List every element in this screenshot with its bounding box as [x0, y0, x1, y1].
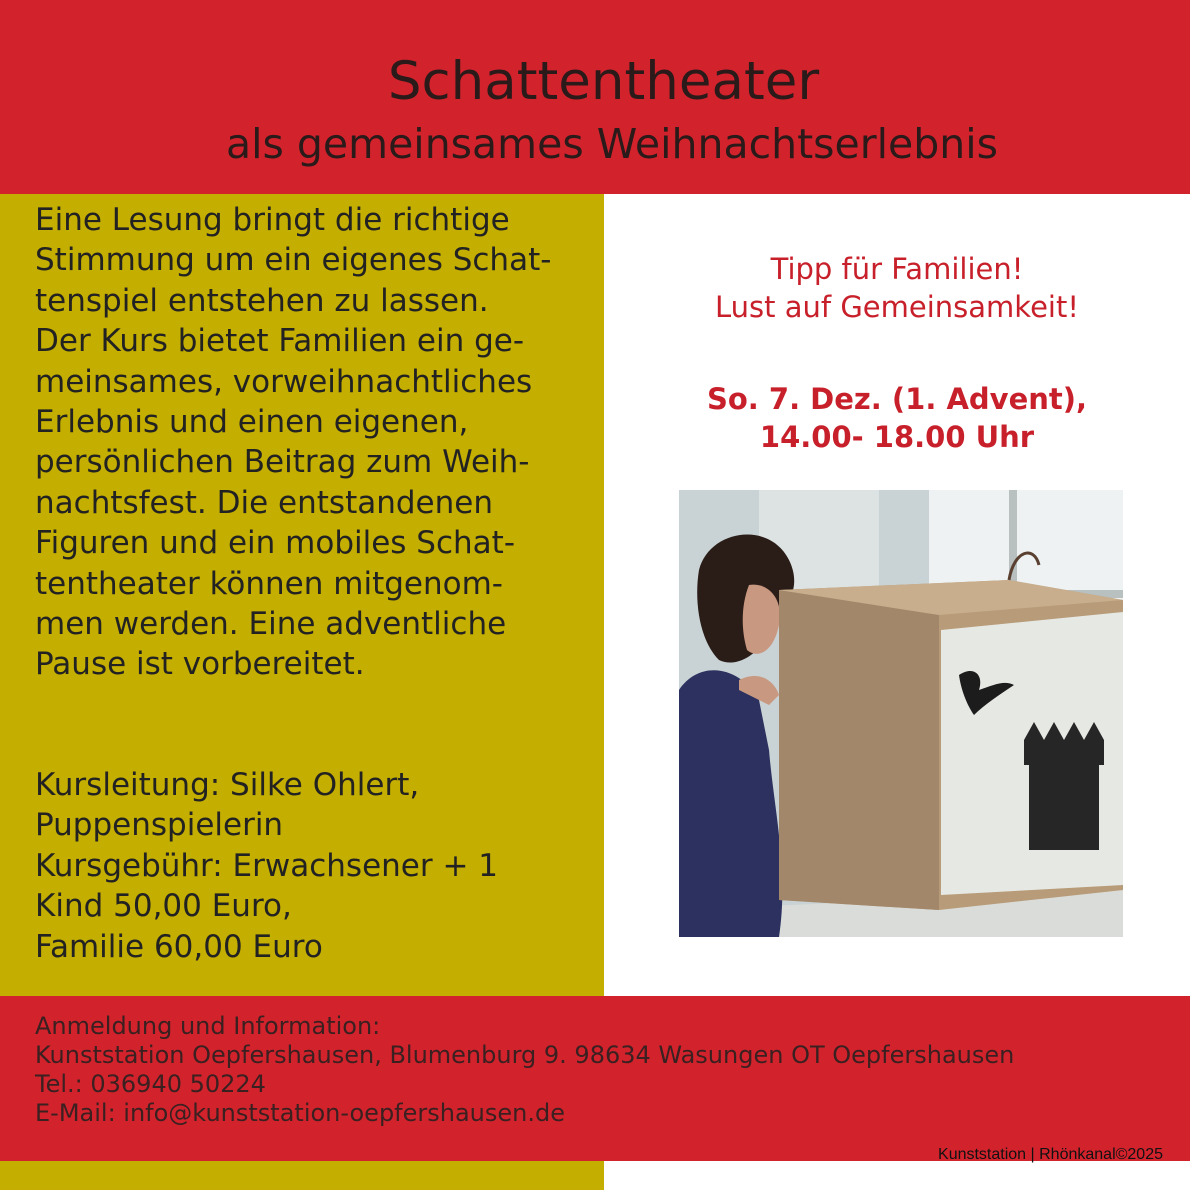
description-line: Der Kurs bietet Familien ein ge- [35, 323, 525, 360]
description-line: tenspiel entstehen zu lassen. [35, 282, 489, 319]
description-line: tentheater können mitgenom- [35, 565, 503, 602]
course-leader: Kursleitung: Silke Ohlert, [35, 767, 420, 803]
header-banner [0, 0, 1190, 194]
description-line: persönlichen Beitrag zum Weih- [35, 444, 530, 481]
contact-phone: Tel.: 036940 50224 [35, 1070, 266, 1098]
course-fee-child: Kind 50,00 Euro, [35, 888, 292, 925]
event-datetime [604, 380, 1190, 456]
contact-address: Kunststation Oepfershausen, Blumenburg 9. 98634 Wasungen OT Oepfershausen [35, 1041, 1015, 1069]
course-leader-role: Puppenspielerin [35, 807, 284, 844]
description-line: men werden. Eine adventliche [35, 606, 507, 643]
shadow-theater-photo [679, 490, 1123, 937]
description-line: Figuren und ein mobiles Schat- [35, 525, 516, 562]
description-line: nachtsfest. Die entstandenen [35, 484, 493, 521]
family-tip [604, 250, 1190, 326]
copyright-credit: Kunststation | Rhönkanal©2025 [938, 1146, 1163, 1163]
description-line: meinsames, vorweihnachtliches [35, 363, 533, 400]
photo-illustration [679, 490, 1123, 937]
description-line: Pause ist vorbereitet. [35, 646, 365, 683]
course-info [35, 765, 595, 967]
contact-info [35, 1012, 1175, 1128]
page-title: Schattentheater [387, 51, 820, 112]
description-line: Eine Lesung bringt die richtige [35, 202, 510, 238]
description-text [35, 200, 595, 685]
course-fee: Kursgebühr: Erwachsener + 1 [35, 847, 499, 884]
description-line: Stimmung um ein eigenes Schat- [35, 242, 552, 279]
page-subtitle: als gemeinsames Weihnachtserlebnis [225, 120, 998, 168]
tip-line-2: Lust auf Gemeinsamkeit! [715, 290, 1079, 324]
course-fee-family: Familie 60,00 Euro [35, 928, 323, 965]
contact-heading: Anmeldung und Information: [35, 1012, 381, 1040]
contact-email: E-Mail: info@kunststation-oepfershausen.de [35, 1099, 566, 1127]
event-time: 14.00- 18.00 Uhr [759, 420, 1035, 454]
tip-line-1: Tipp für Familien! [770, 252, 1024, 286]
event-date: So. 7. Dez. (1. Advent), [706, 382, 1088, 416]
description-line: Erlebnis und einen eigenen, [35, 404, 469, 441]
